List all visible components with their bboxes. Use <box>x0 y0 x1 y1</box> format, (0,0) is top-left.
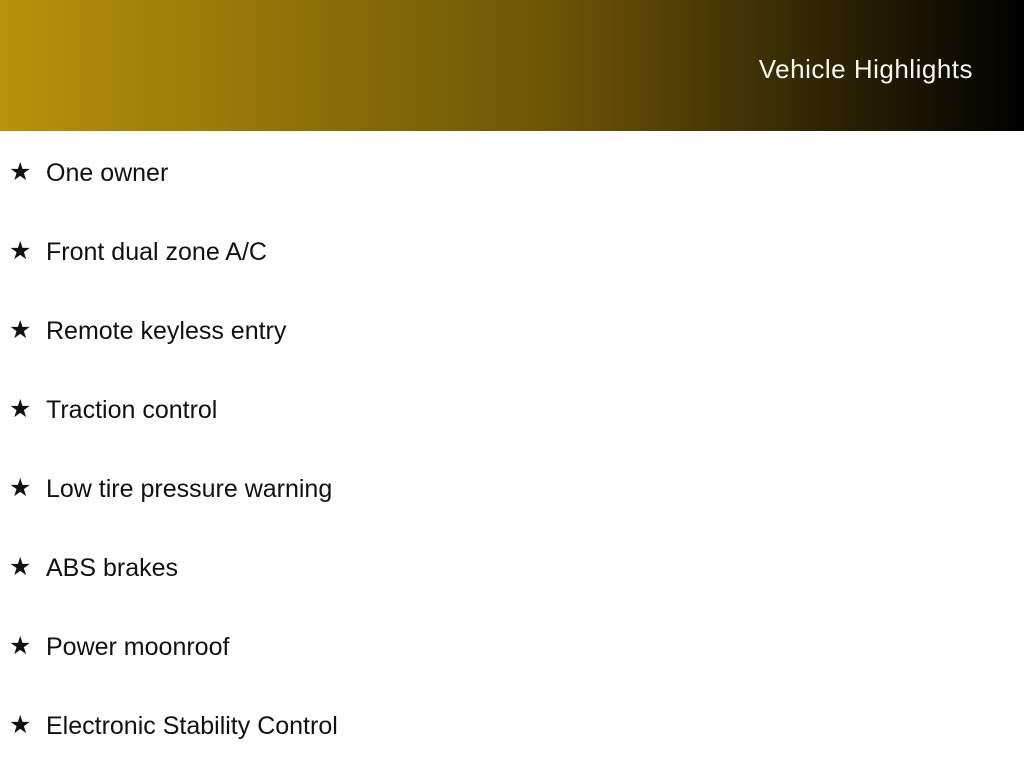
list-item-label: ABS brakes <box>46 553 179 582</box>
list-item-label: Power moonroof <box>46 632 230 661</box>
list-item-label: Front dual zone A/C <box>46 237 267 266</box>
list-item <box>0 370 1024 449</box>
page-title: Vehicle Highlights <box>758 54 973 84</box>
list-item <box>0 528 1024 607</box>
list-item-label: One owner <box>46 158 169 187</box>
star-icon: ★ <box>9 553 32 581</box>
star-icon: ★ <box>9 711 32 739</box>
list-item-label: Traction control <box>46 395 218 424</box>
list-item-label: Low tire pressure warning <box>46 474 333 503</box>
list-item <box>0 212 1024 291</box>
list-item-label: Electronic Stability Control <box>46 711 338 740</box>
star-icon: ★ <box>9 237 32 265</box>
star-icon: ★ <box>9 316 32 344</box>
list-item <box>0 449 1024 528</box>
star-icon: ★ <box>9 158 32 186</box>
list-item <box>0 133 1024 212</box>
star-icon: ★ <box>9 395 32 423</box>
list-item-label: Remote keyless entry <box>46 316 287 345</box>
list-item <box>0 291 1024 370</box>
feature-list <box>0 131 1024 765</box>
list-item <box>0 686 1024 765</box>
star-icon: ★ <box>9 632 32 660</box>
list-item <box>0 607 1024 686</box>
star-icon: ★ <box>9 474 32 502</box>
header-banner <box>0 0 1024 131</box>
